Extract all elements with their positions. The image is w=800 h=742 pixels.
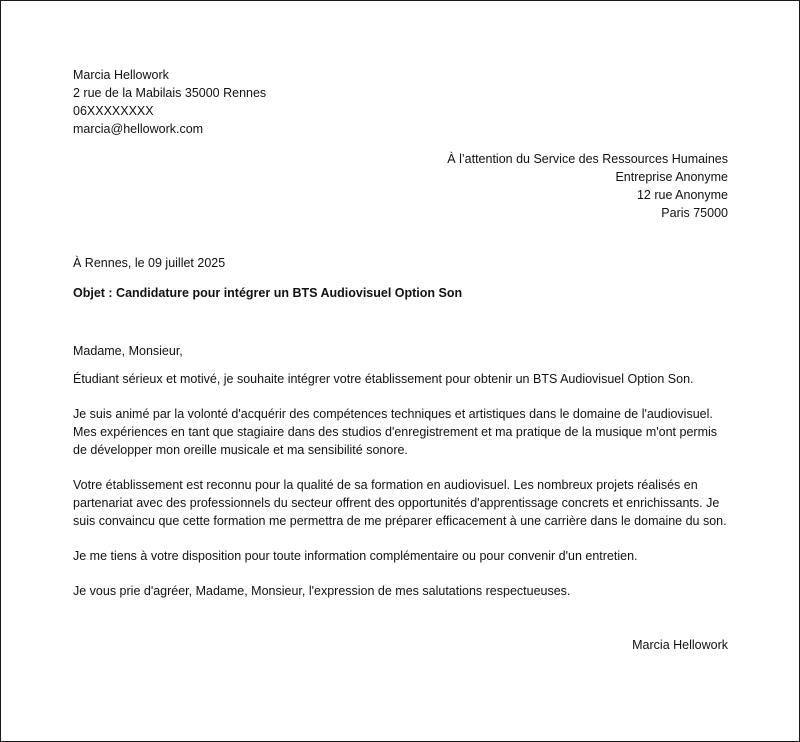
sender-name: Marcia Hellowork (73, 68, 169, 82)
salutation: Madame, Monsieur, (73, 344, 183, 358)
paragraph-1: Étudiant sérieux et motivé, je souhaite intégrer votre établissement pour obtenir un BTS Audiovisuel Option Son. (73, 372, 694, 386)
recipient-city: Paris 75000 (661, 206, 728, 220)
sender-email: marcia@hellowork.com (73, 122, 204, 136)
paragraph-3: Votre établissement est reconnu pour la qualité de sa formation en audiovisuel. Les nombreux projets réalisés en partenariat avec des professionnels du secteur offrent des opportunités d'apprentissage concrets et enrichissants. Je suis convaincu que cette formation me permettra de me préparer efficacement à une carrière dans le domaine du son. (73, 478, 727, 528)
paragraph-2: Je suis animé par la volonté d'acquérir des compétences techniques et artistiques dans le domaine de l'audiovisuel. Mes expériences en tant que stagiaire dans des studios d'enregistrement et ma pratique de la musique m'ont permis de développer mon oreille musicale et ma sensibilité sonore. (73, 407, 718, 457)
signature: Marcia Hellowork (632, 638, 728, 652)
recipient-attention: À l’attention du Service des Ressources Humaines (447, 152, 728, 166)
paragraph-4: Je me tiens à votre disposition pour toute information complémentaire ou pour convenir d'un entretien. (73, 549, 638, 563)
closing-paragraph: Je vous prie d'agréer, Madame, Monsieur, l'expression de mes salutations respectueuses. (73, 584, 571, 598)
date-line: À Rennes, le 09 juillet 2025 (73, 256, 226, 270)
recipient-street: 12 rue Anonyme (636, 188, 728, 202)
subject-line: Objet : Candidature pour intégrer un BTS Audiovisuel Option Son (73, 286, 463, 300)
sender-phone: 06XXXXXXXX (73, 104, 154, 118)
letter-content (73, 66, 728, 654)
recipient-company: Entreprise Anonyme (615, 170, 728, 184)
recipient-block (73, 150, 728, 222)
sender-block (73, 66, 728, 138)
sender-address: 2 rue de la Mabilais 35000 Rennes (73, 86, 267, 100)
